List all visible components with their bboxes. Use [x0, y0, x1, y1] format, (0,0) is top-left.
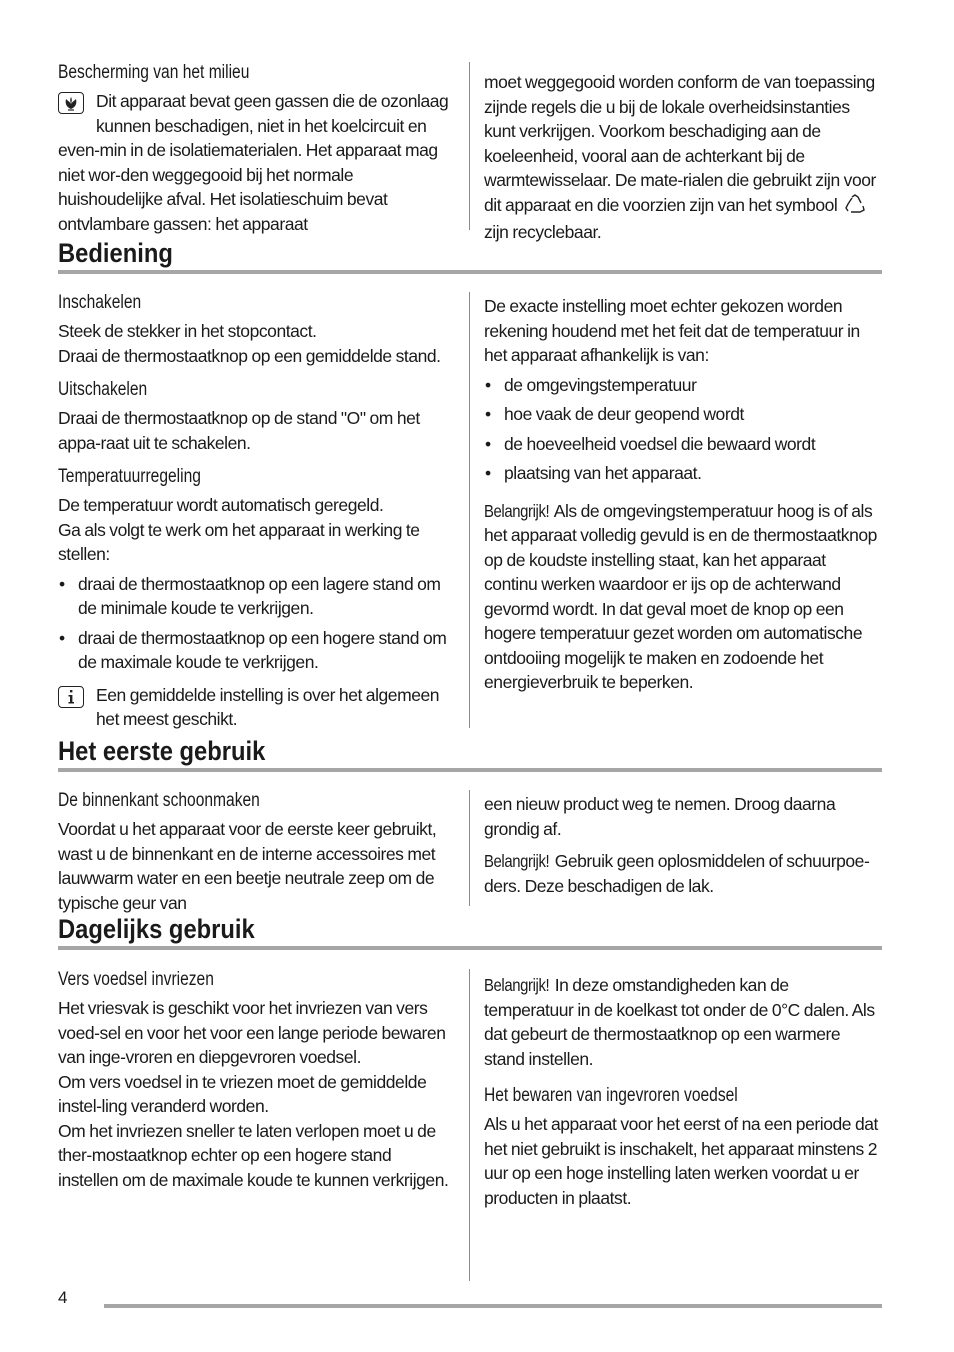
- environment-section: [58, 62, 882, 245]
- right-column: [470, 969, 882, 1281]
- left-column: [58, 790, 470, 913]
- important-note: Belangrijk! Als de omgevingstemperatuur hoog is of als het apparaat volledig gevuld is en de thermostaatknop op de koudste instelling staat, kan het apparaat continu werken waardoor er ijs op de achterwand gevormd wordt. In dat geval moet de knop op een hogere temperatuur gezet worden om automatische ontdooiing mogelijk te maken en zodoende het energieverbruik te beperken.: [484, 500, 877, 692]
- recycle-icon: [844, 194, 866, 221]
- subtitle-bewaren: Het bewaren van ingevroren voedsel: [484, 1085, 738, 1106]
- important-label: Belangrijk!: [484, 500, 550, 521]
- environment-subtitle: Bescherming van het milieu: [58, 62, 250, 83]
- eerste-gebruik-section: [58, 790, 882, 913]
- list-item: • hoe vaak de deur geopend wordt: [485, 404, 744, 424]
- vers-paragraph: Om vers voedsel in te vriezen moet de gemiddelde instel-ling veranderd worden.: [58, 1071, 427, 1116]
- binnenkant-text: Voordat u het apparaat voor de eerste keer gebruikt, wast u de binnenkant en de interne accessoires met lauwwarm water en een beetje neutrale zeep om de typische geur van: [58, 819, 437, 913]
- section-rule: [58, 768, 882, 772]
- list-item: • draai de thermostaatknop op een hogere stand om de maximale koude te verkrijgen.: [59, 627, 447, 672]
- list-item: • de omgevingstemperatuur: [485, 374, 697, 395]
- environment-text-left: Dit apparaat bevat geen gassen die de ozonlaag kunnen beschadigen, niet in het koelcircuit en even-min in de isolatiematerialen. Het apparaat mag niet wor-den weggegooid bij het normale huishoudelijke afval. Het isolatieschuim bevat ontvlambare gassen: het apparaat: [58, 91, 449, 234]
- subtitle-binnenkant: De binnenkant schoonmaken: [58, 790, 260, 811]
- important-label: Belangrijk!: [484, 975, 550, 995]
- dagelijks-gebruik-section: [58, 969, 882, 1281]
- section-title-dagelijks-gebruik: Dagelijks gebruik: [58, 914, 255, 944]
- subtitle-inschakelen: Inschakelen: [58, 292, 142, 313]
- factor-bullet-list: [484, 373, 882, 486]
- inschakelen-line: Steek de stekker in het stopcontact.: [58, 321, 317, 341]
- important-note: Belangrijk! Gebruik geen oplosmiddelen of schuurpoe-ders. Deze beschadigen de lak.: [484, 851, 870, 896]
- right-column: [470, 62, 882, 245]
- bewaren-text: Als u het apparaat voor het eerst of na een periode dat het niet gebruikt is inschakelt, het apparaat minstens 2 uur op een hoge instelling laten werken voordat u er producten in plaatst.: [484, 1114, 878, 1208]
- important-label: Belangrijk!: [484, 851, 550, 871]
- right-column: [470, 292, 882, 728]
- list-item: • plaatsing van het apparaat.: [485, 463, 702, 483]
- subtitle-uitschakelen: Uitschakelen: [58, 379, 148, 400]
- list-item: • draai de thermostaatknop op een lagere stand om de minimale koude te verkrijgen.: [59, 573, 441, 618]
- section-title-eerste-gebruik: Het eerste gebruik: [58, 736, 266, 766]
- footer-rule: [104, 1304, 882, 1308]
- important-note: Belangrijk! In deze omstandigheden kan de temperatuur in de koelkast tot onder de 0°C dalen. Als dat gebeurt de thermostaatknop op een warmere stand instellen.: [484, 975, 875, 1069]
- info-icon: [58, 686, 84, 708]
- list-item: • de hoeveelheid voedsel die bewaard wordt: [485, 433, 816, 454]
- left-column: [58, 969, 470, 1281]
- subtitle-temperatuurregeling: Temperatuurregeling: [58, 466, 201, 487]
- inschakelen-line: Draai de thermostaatknop op een gemiddelde stand.: [58, 345, 441, 366]
- section-rule: [58, 270, 882, 274]
- vers-paragraph: Om het invriezen sneller te laten verlopen moet u de ther-mostaatknop echter op een hogere stand instellen om de maximale koude te kunnen verkrijgen.: [58, 1120, 449, 1190]
- right-column: [470, 790, 882, 906]
- environment-icon: [58, 92, 84, 114]
- left-column: [58, 62, 470, 234]
- vers-paragraph: Het vriesvak is geschikt voor het invriezen van vers voed-sel en voor het voor een lange periode bewaren van inge-vroren en diepgevroren voedsel.: [58, 998, 446, 1067]
- section-title-bediening: Bediening: [58, 238, 173, 268]
- section-rule: [58, 946, 882, 950]
- left-column: [58, 292, 470, 728]
- subtitle-vers-voedsel: Vers voedsel invriezen: [58, 969, 214, 990]
- temp-bullet-list: [58, 572, 455, 675]
- uitschakelen-text: Draai de thermostaatknop op de stand "O" om het appa-raat uit te schakelen.: [58, 408, 420, 453]
- temp-line: Ga als volgt te werk om het apparaat in werking te stellen:: [58, 519, 420, 564]
- environment-text-right: moet weggegooid worden conform de van toepassing zijnde regels die u bij de lokale overheidsinstanties kunt verkrijgen. Voorkom beschadiging aan de koeleenheid, vooral aan de achterkant bij de warmtewisselaar. De mate-rialen die gebruikt zijn voor dit apparaat en die voorzien zijn van het symbool zijn recyclebaar.: [484, 72, 876, 242]
- bediening-section: [58, 292, 882, 728]
- temp-line: De temperatuur wordt automatisch geregeld.: [58, 495, 384, 515]
- binnenkant-text-right: een nieuw product weg te nemen. Droog daarna grondig af.: [484, 794, 836, 839]
- page-number: 4: [58, 1288, 68, 1307]
- right-intro: De exacte instelling moet echter gekozen worden rekening houdend met het feit dat de temperatuur in het apparaat afhankelijk is van:: [484, 296, 860, 365]
- info-note: Een gemiddelde instelling is over het algemeen het meest geschikt.: [58, 683, 455, 732]
